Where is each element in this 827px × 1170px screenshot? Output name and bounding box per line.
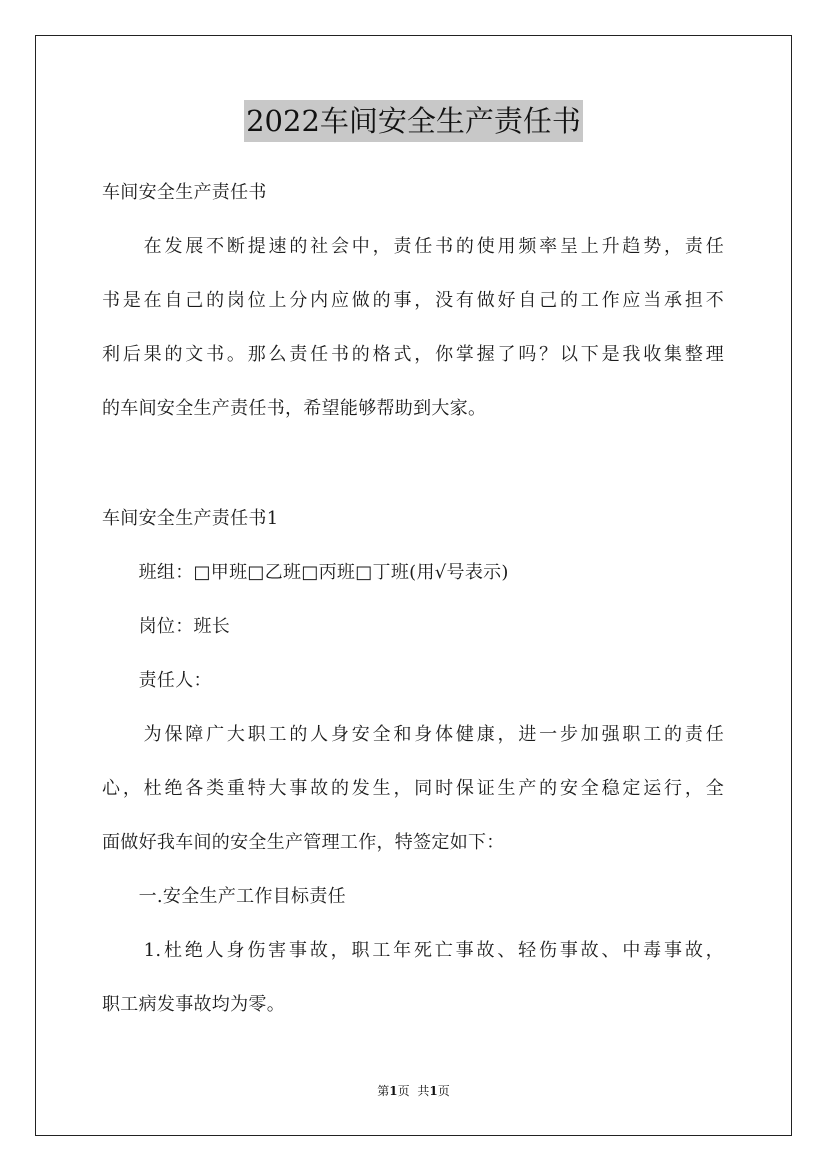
paragraph-line: 的车间安全生产责任书，希望能够帮助到大家。 <box>102 398 487 419</box>
paragraph-line: 利后果的文书。那么责任书的格式，你掌握了吗？以下是我收集整理 <box>102 344 724 365</box>
title-container <box>0 100 827 142</box>
paragraph-line: 1.杜绝人身伤害事故，职工年死亡事故、轻伤事故、中毒事故， <box>102 940 724 961</box>
total-pages: 1 <box>429 1084 438 1098</box>
page-suffix: 页 <box>397 1084 410 1098</box>
paragraph-line: 岗位：班长 <box>102 616 231 637</box>
paragraph-line: 班组：□甲班□乙班□丙班□丁班(用√号表示) <box>102 562 509 583</box>
paragraph-line: 在发展不断提速的社会中，责任书的使用频率呈上升趋势，责任 <box>102 236 724 257</box>
total-suffix: 页 <box>437 1084 450 1098</box>
paragraph-line: 面做好我车间的安全生产管理工作，特签定如下： <box>102 832 505 853</box>
paragraph-line: 书是在自己的岗位上分内应做的事，没有做好自己的工作应当承担不 <box>102 290 724 311</box>
section-heading: 车间安全生产责任书1 <box>102 508 279 529</box>
document-title: 2022车间安全生产责任书 <box>244 100 583 142</box>
paragraph-line: 为保障广大职工的人身安全和身体健康，进一步加强职工的责任 <box>102 724 724 745</box>
page-footer <box>0 1083 827 1099</box>
total-prefix: 共 <box>417 1084 430 1098</box>
section-heading: 车间安全生产责任书 <box>102 182 267 203</box>
page-prefix: 第 <box>377 1084 390 1098</box>
paragraph-line: 心，杜绝各类重特大事故的发生，同时保证生产的安全稳定运行，全 <box>102 778 724 799</box>
paragraph-line: 责任人： <box>102 670 212 691</box>
paragraph-line: 职工病发事故均为零。 <box>102 994 285 1015</box>
page-number: 1 <box>389 1084 398 1098</box>
paragraph-line: 一.安全生产工作目标责任 <box>102 886 346 907</box>
